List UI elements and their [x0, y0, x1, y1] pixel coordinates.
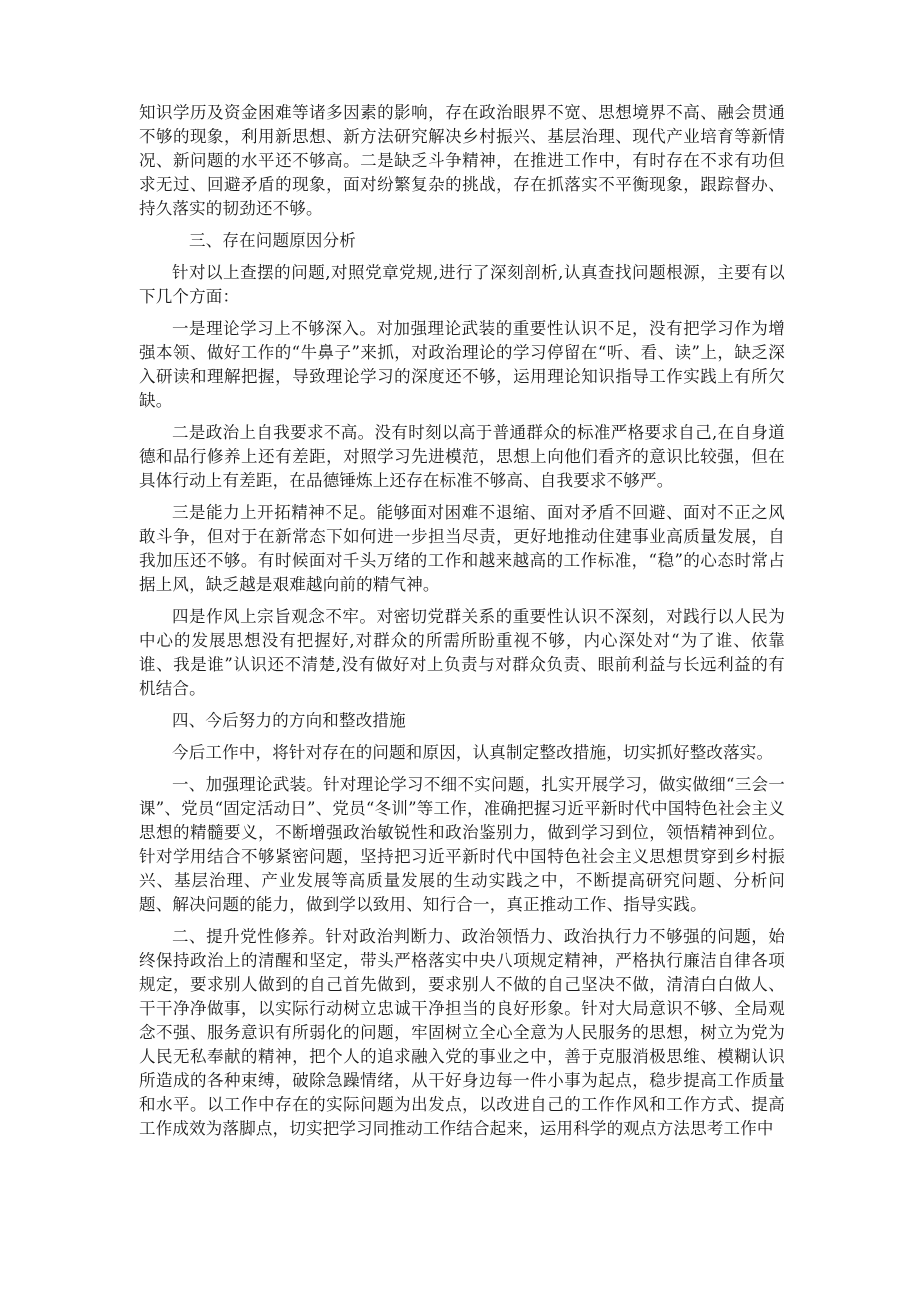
- paragraph-measure-1: 一、加强理论武装。针对理论学习不细不实问题，扎实开展学习，做实做细“三会一课”、党员“固定活动日”、党员“冬训”等工作，准确把握习近平新时代中国特色社会主义思想的精髓要义，不断增强政治敏锐性和政治鉴别力，做到学习到位，领悟精神到位。针对学用结合不够紧密问题，坚持把习近平新时代中国特色社会主义思想贯穿到乡村振兴、基层治理、产业发展等高质量发展的生动实践之中，不断提高研究问题、分析问题、解决问题的能力，做到学以致用、知行合一，真正推动工作、指导实践。: [139, 775, 785, 914]
- paragraph-cause-4: 四是作风上宗旨观念不牢。对密切党群关系的重要性认识不深刻，对践行以人民为中心的发展思想没有把握好,对群众的所需所盼重视不够，内心深处对“为了谁、依靠谁、我是谁”认识还不清楚,没有做好对上负责与对群众负责、眼前利益与长远利益的有机结合。: [139, 607, 785, 698]
- paragraph-measure-2: 二、提升党性修养。针对政治判断力、政治领悟力、政治执行力不够强的问题，始终保持政治上的清醒和坚定，带头严格落实中央八项规定精神，严格执行廉洁自律各项规定，要求别人做到的自己首先做到，要求别人不做的自己坚决不做，清清白白做人、干干净净做事，以实际行动树立忠诚干净担当的良好形象。针对大局意识不够、全局观念不强、服务意识有所弱化的问题，牢固树立全心全意为人民服务的思想，树立为党为人民无私奉献的精神，把个人的追求融入党的事业之中，善于克服消极思维、模糊认识所造成的各种束缚，破除急躁情绪，从干好身边每一件小事为起点，稳步提高工作质量和水平。以工作中存在的实际问题为出发点，以改进自己的工作作风和工作方式、提高工作成效为落脚点，切实把学习同推动工作结合起来，运用科学的观点方法思考工作中: [139, 927, 785, 1138]
- section-heading-4: 四、今后努力的方向和整改措施: [172, 711, 406, 730]
- paragraph-cause-2: 二是政治上自我要求不高。没有时刻以高于普通群众的标准严格要求自己,在自身道德和品行修养上还有差距，对照学习先进模范，思想上向他们看齐的意识比较强，但在具体行动上有差距，在品德锤炼上还存在标准不够高、自我要求不够严。: [139, 423, 785, 490]
- paragraph-measures-intro: 今后工作中，将针对存在的问题和原因，认真制定整改措施，切实抓好整改落实。: [172, 743, 774, 762]
- paragraph-cause-3: 三是能力上开拓精神不足。能够面对困难不退缩、面对矛盾不回避、面对不正之风敢斗争，但对于在新常态下如何进一步担当尽责，更好地推动住建事业高质量发展，自我加压还不够。有时候面对千头万绪的工作和越来越高的工作标准，“稳”的心态时常占据上风，缺乏越是艰难越向前的精气神。: [139, 503, 785, 594]
- section-heading-3: 三、存在问题原因分析: [189, 231, 356, 250]
- paragraph-intro: 针对以上查摆的问题,对照党章党规,进行了深刻剖析,认真查找问题根源，主要有以下几个方面：: [139, 263, 785, 306]
- paragraph-continued: 知识学历及资金困难等诸多因素的影响，存在政治眼界不宽、思想境界不高、融会贯通不够的现象，利用新思想、新方法研究解决乡村振兴、基层治理、现代产业培育等新情况、新问题的水平还不够高。二是缺乏斗争精神，在推进工作中，有时存在不求有功但求无过、回避矛盾的现象，面对纷繁复杂的挑战，存在抓落实不平衡现象，跟踪督办、持久落实的韧劲还不够。: [139, 103, 785, 218]
- paragraph-cause-1: 一是理论学习上不够深入。对加强理论武装的重要性认识不足，没有把学习作为增强本领、做好工作的“牛鼻子”来抓，对政治理论的学习停留在“听、看、读”上，缺乏深入研读和理解把握，导致理论学习的深度还不够，运用理论知识指导工作实践上有所欠缺。: [139, 319, 785, 410]
- document-page: [139, 101, 785, 1149]
